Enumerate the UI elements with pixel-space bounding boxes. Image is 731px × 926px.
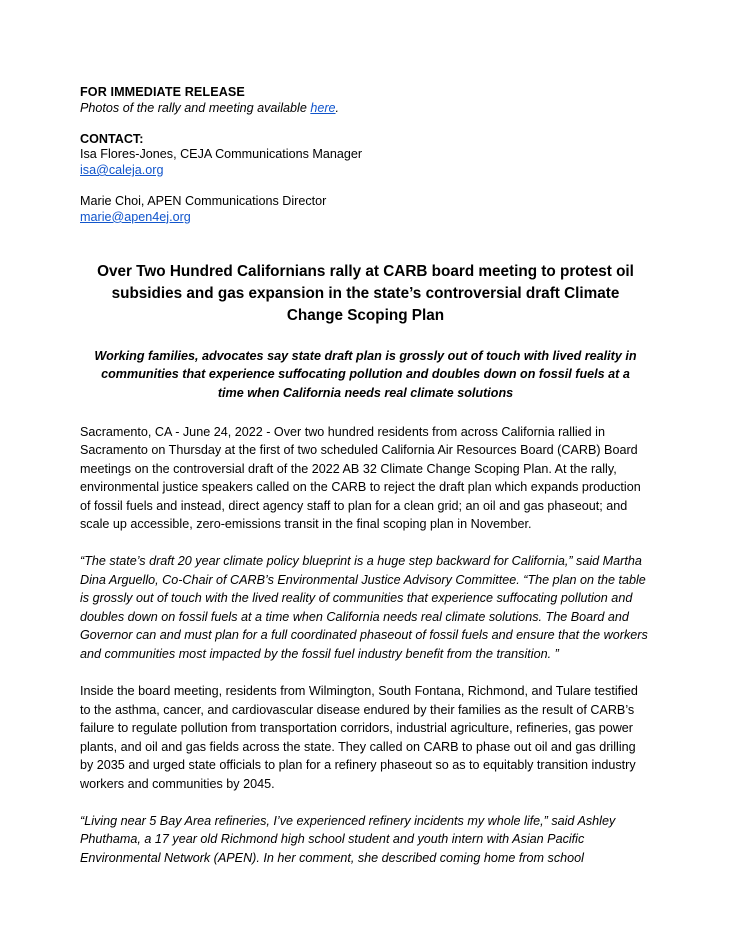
contact-email-1-row (80, 163, 651, 179)
photos-line-suffix: . (335, 100, 340, 115)
contact-email-1-link[interactable]: isa@caleja.org (80, 162, 164, 177)
paragraph-lede: Sacramento, CA - June 24, 2022 - Over two hundred residents from across California rallied in Sacramento on Thursday at the first of two scheduled California Air Resources Board (CARB) Board meetings on the controversial draft of the 2022 AB 32 Climate Change Scoping Plan. At the rally, environmental justice speakers called on the CARB to reject the draft plan which expands production of fossil fuels and instead, direct agency staff to plan for a clean grid; an oil and gas phaseout; and scale up accessible, zero-emissions transit in the final scoping plan in November. (80, 424, 641, 532)
paragraph-board-meeting: Inside the board meeting, residents from Wilmington, South Fontana, Richmond, and Tulare testified to the asthma, cancer, and cardiovascular disease endured by their families as the result of CARB’s failure to regulate pollution from transportation corridors, industrial agriculture, refineries, gas power plants, and oil and gas fields across the state. They called on CARB to phase out oil and gas drilling by 2035 and urged state officials to plan for a refinery phaseout so as to equitably transition industry workers and communities by 2045. (80, 684, 638, 791)
contact-block (80, 132, 651, 226)
page-title: Over Two Hundred Californians rally at CARB board meeting to protest oil subsidies and gas expansion in the state’s controversial draft Climate Change Scoping Plan (97, 263, 634, 324)
subtitle-deck: Working families, advocates say state draft plan is grossly out of touch with lived reality in communities that experience suffocating pollution and doubles down on fossil fuels at a time when California needs real climate solutions (94, 348, 637, 400)
headline-bottom-gap (80, 327, 651, 347)
release-header (80, 85, 651, 116)
contact-label: CONTACT: (80, 131, 144, 146)
paragraph-gap-2 (80, 664, 651, 683)
paragraph-quote-phuthama: “Living near 5 Bay Area refineries, I’ve experienced refinery incidents my whole life,” said Ashley Phuthama, a 17 year old Richmond high school student and youth intern with Asian Pacific Environmental Network (APEN). In her comment, she described coming home from school (80, 813, 616, 865)
document-body (80, 85, 651, 868)
header-spacer (80, 116, 651, 132)
contact-name-2: Marie Choi, APEN Communications Director (80, 194, 327, 209)
photos-line-prefix: Photos of the rally and meeting available (80, 100, 311, 115)
photos-here-link[interactable]: here (310, 100, 336, 115)
for-immediate-release-label: FOR IMMEDIATE RELEASE (80, 85, 245, 99)
headline-top-gap (80, 225, 651, 261)
paragraph-gap-1 (80, 534, 651, 553)
paragraph-quote-arguello: “The state’s draft 20 year climate policy blueprint is a huge step backward for California,” said Martha Dina Arguello, Co-Chair of CARB’s Environmental Justice Advisory Committee. “The plan on the table is grossly out of touch with the lived reality of communities that experience suffocating pollution and doubles down on fossil fuels at a time when California needs real climate solutions. The Board and Governor can and must plan for a full coordinated phaseout of fossil fuels and ensure that the workers and communities most impacted by the fossil fuel industry benefit from the transition. ” (80, 554, 648, 662)
paragraph-gap-3 (80, 793, 651, 812)
deck-gap (80, 403, 651, 423)
contact-spacer (80, 179, 651, 195)
contact-email-2-row (80, 210, 651, 226)
photos-availability-line (80, 101, 651, 117)
contact-name-1: Isa Flores-Jones, CEJA Communications Manager (80, 147, 363, 162)
contact-email-2-link[interactable]: marie@apen4ej.org (80, 209, 191, 224)
